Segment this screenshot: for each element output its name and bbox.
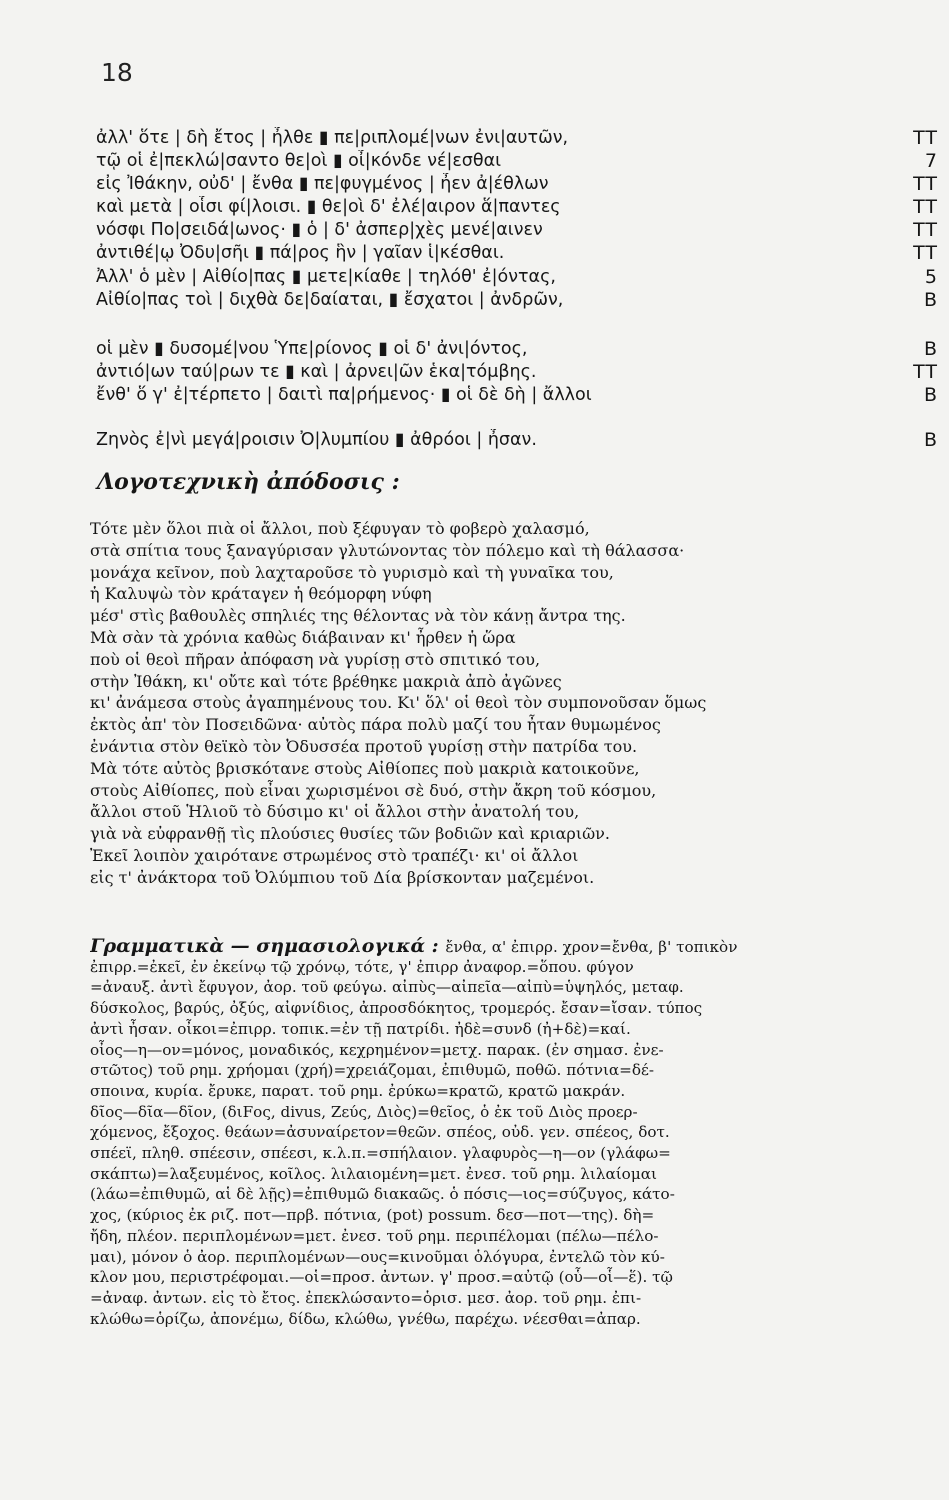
meter-marker: TT (913, 242, 938, 264)
verse-text: ἔνθ' ὅ γ' ἐ|τέρπετο | δαιτὶ πα|ρήμενος· ▮ οἱ δὲ δὴ | ἄλλοι (96, 385, 592, 405)
grammar-line: (λάω=ἐπιθυμῶ, αἱ δὲ λῇς)=ἐπιθυμῶ διακαῶς. ὁ πόσις—ιος=σύζυγος, κάτο- (90, 1185, 675, 1204)
prose-line: στὴν Ἰθάκη, κι' οὔτε καὶ τότε βρέθηκε μακριὰ ἀπὸ ἀγῶνες (90, 671, 562, 691)
grammar-line: ἤδη, πλέον. περιπλομένων=μετ. ἐνεσ. τοῦ ρημ. περιπέλομαι (πέλω—πέλο- (90, 1226, 659, 1245)
grammar-line: σποινα, κυρία. ἔρυκε, παρατ. τοῦ ρημ. ἐρύκω=κρατῶ, κρατῶ μακράν. (90, 1081, 626, 1100)
grammar-line: σπέεϊ, πληθ. σπέεσιν, σπέεσι, κ.λ.π.=σπήλαιον. γλαφυρὸς—η—ον (γλάφω= (90, 1144, 671, 1162)
prose-line: ἡ Καλυψὼ τὸν κράταγεν ἡ θεόμορφη νύφη (90, 584, 432, 604)
grammar-line: οἶος—η—ον=μόνος, μοναδικός, κεχρημένον=μετχ. παρακ. (ἐν σημασ. ἐνε- (90, 1040, 664, 1059)
verse-text: ἀντιθέ|ῳ Ὀδυ|σῆι ▮ πά|ρος ἣν | γαῖαν ἱ|κέσθαι. (96, 243, 505, 263)
meter-marker: TT (913, 361, 938, 383)
grammar-line: δῖος—δῖα—δῖον, (διFος, divus, Ζεύς, Διὸς)=θεῖος, ὁ ἐκ τοῦ Διὸς προερ- (90, 1102, 638, 1121)
verse-text: Ζηνὸς ἐ|νὶ μεγά|ροισιν Ὀ|λυμπίου ▮ ἀθρόοι | ἦσαν. (96, 430, 537, 450)
prose-line: Ἐκεῖ λοιπὸν χαιρότανε στρωμένος στὸ τραπέζι· κι' οἱ ἄλλοι (90, 846, 579, 865)
verse-text: οἱ μὲν ▮ δυσομέ|νου Ὑπε|ρίονος ▮ οἱ δ' ἀνι|όντος, (96, 339, 528, 359)
prose-line: εἰς τ' ἀνάκτορα τοῦ Ὀλύμπιου τοῦ Δία βρίσκονταν μαζεμένοι. (90, 867, 595, 887)
prose-line: κι' ἀνάμεσα στοὺς ἀγαπημένους του. Κι' ὅλ' οἱ θεοὶ τὸν συμπονοῦσαν ὅμως (90, 693, 707, 713)
verse-text: νόσφι Πο|σειδά|ωνος· ▮ ὁ | δ' ἀσπερ|χὲς μενέ|αινεν (96, 220, 543, 240)
grammar-line: =ἀναυξ. ἀντὶ ἔφυγον, ἀορ. τοῦ φεύγω. αἰπὺς—αἰπεῖα—αἰπὺ=ὑψηλός, μεταφ. (90, 978, 684, 997)
meter-marker: B (923, 384, 938, 406)
verse-line (96, 384, 946, 412)
translation-heading: Λογοτεχνικὴ ἀπόδοσις : (97, 469, 400, 495)
prose-line: Μὰ σὰν τὰ χρόνια καθὼς διάβαιναν κι' ἦρθεν ἡ ὥρα (90, 628, 516, 647)
prose-line: ποὺ οἱ θεοὶ πῆραν ἀπόφαση νὰ γυρίσῃ στὸ σπιτικό του, (90, 649, 541, 669)
meter-marker: B (923, 289, 938, 311)
meter-marker: B (923, 429, 938, 451)
verse-text: Ἀλλ' ὁ μὲν | Αἰθίο|πας ▮ μετε|κίαθε | τηλόθ' ἐ|όντας, (96, 267, 556, 287)
verse-text: τῷ οἱ ἐ|πεκλώ|σαντο θε|οὶ ▮ οἶ|κόνδε νέ|εσθαι (96, 151, 502, 171)
prose-line: Μὰ τότε αὐτὸς βρισκότανε στοὺς Αἰθίοπες ποὺ μακριὰ κατοικοῦνε, (90, 758, 640, 778)
prose-line: Τότε μὲν ὅλοι πιὰ οἱ ἄλλοι, ποὺ ξέφυγαν τὸ φοβερὸ χαλασμό, (90, 519, 590, 538)
prose-line: μονάχα κεῖνον, ποὺ λαχταροῦσε τὸ γυρισμὸ καὶ τὴ γυναῖκα του, (90, 562, 614, 582)
grammar-line: ἀντὶ ἦσαν. οἶκοι=ἐπιρρ. τοπικ.=ἐν τῇ πατρίδι. ἠδὲ=συνδ (ἠ+δὲ)=καί. (90, 1019, 631, 1038)
verse-text: ἀντιό|ων ταύ|ρων τε ▮ καὶ | ἀρνει|ῶν ἑκα|τόμβης. (96, 362, 537, 382)
grammar-line: κλώθω=ὁρίζω, ἀπονέμω, δίδω, κλώθω, γνέθω, παρέχω. νέεσθαι=ἀπαρ. (90, 1309, 641, 1328)
page-number: 18 (101, 58, 133, 87)
prose-line: στὰ σπίτια τους ξαναγύρισαν γλυτώνοντας τὸν πόλεμο καὶ τὴ θάλασσα· (90, 540, 685, 560)
verse-text: Αἰθίο|πας τοὶ | διχθὰ δε|δαίαται, ▮ ἔσχατοι | ἀνδρῶν, (96, 290, 564, 310)
grammar-line: κλον μου, περιστρέφομαι.—οἱ=προσ. ἀντων. γ' προσ.=αὐτῷ (οὗ—οἷ—ἕ). τῷ (90, 1268, 673, 1287)
grammar-line: χος, (κύριος ἐκ ριζ. ποτ—πρβ. πότνια, (pot) possum. δεσ—ποτ—της). δὴ= (90, 1206, 655, 1225)
meter-marker: TT (913, 173, 938, 195)
meter-marker: TT (913, 219, 938, 241)
verse-line (96, 429, 946, 457)
grammar-line: μαι), μόνον ὁ ἀορ. περιπλομένων—ους=κινοῦμαι ὁλόγυρα, ἐντελῶ τὸν κύ- (90, 1247, 665, 1266)
grammar-line: χόμενος, ἔξοχος. θεάων=ἀσυναίρετον=θεῶν. σπέος, οὐδ. γεν. σπέεος, δοτ. (90, 1123, 670, 1142)
prose-line: μέσ' στὶς βαθουλὲς σπηλιές της θέλοντας νὰ τὸν κάνῃ ἄντρα της. (90, 606, 626, 626)
prose-line: στοὺς Αἰθίοπες, ποὺ εἶναι χωρισμένοι σὲ δυό, στὴν ἄκρη τοῦ κόσμου, (90, 780, 657, 800)
prose-line: ἐνάντια στὸν θεϊκὸ τὸν Ὀδυσσέα προτοῦ γυρίσῃ στὴν πατρίδα του. (90, 737, 638, 756)
grammar-line: Γραμματικὰ — σημασιολογικά : ἔνθα, α' ἐπιρρ. χρον=ἔνθα, β' τοπικὸν (90, 936, 738, 957)
verse-text: εἰς Ἰθάκην, οὐδ' | ἔνθα ▮ πε|φυγμένος | ἦεν ἀ|έθλων (96, 174, 549, 194)
verse-text: καὶ μετὰ | οἷσι φί|λοισι. ▮ θε|οὶ δ' ἐλέ|αιρον ἅ|παντες (96, 197, 561, 217)
grammar-line: δύσκολος, βαρύς, ὀξύς, αἰφνίδιος, ἀπροσδόκητος, τρομερός. ἔσαν=ἴσαν. τύπος (90, 999, 703, 1018)
grammar-line: στῶτος) τοῦ ρημ. χρήομαι (χρή)=χρειάζομαι, ἐπιθυμῶ, ποθῶ. πότνια=δέ- (90, 1061, 655, 1080)
meter-marker: 5 (924, 266, 938, 288)
verse-text: ἀλλ' ὅτε | δὴ ἔτος | ἦλθε ▮ πε|ριπλομέ|νων ἐνι|αυτῶν, (96, 128, 569, 148)
prose-line: ἄλλοι στοῦ Ἡλιοῦ τὸ δύσιμο κι' οἱ ἄλλοι στὴν ἀνατολή του, (90, 802, 580, 822)
prose-line: ἐκτὸς ἀπ' τὸν Ποσειδῶνα· αὐτὸς πάρα πολὺ μαζί του ἦταν θυμωμένος (90, 715, 661, 735)
meter-marker: B (923, 338, 938, 360)
grammar-line: ἐπιρρ.=ἐκεῖ, ἐν ἐκείνῳ τῷ χρόνῳ, τότε, γ' ἐπιρρ ἀναφορ.=ὅπου. φύγον (90, 957, 634, 976)
grammar-title: Γραμματικὰ — σημασιολογικά : (90, 936, 446, 957)
verse-line (96, 289, 946, 317)
prose-line: γιὰ νὰ εὐφρανθῇ τὶς πλούσιες θυσίες τῶν βοδιῶν καὶ κριαριῶν. (90, 824, 610, 844)
meter-marker: TT (913, 196, 938, 218)
grammar-line: =ἀναφ. ἀντων. εἰς τὸ ἔτος. ἐπεκλώσαντο=ὁρισ. μεσ. ἀορ. τοῦ ρημ. ἐπι- (90, 1288, 642, 1307)
meter-marker: TT (913, 127, 938, 149)
meter-marker: 7 (924, 150, 938, 172)
grammar-line: σκάπτω)=λαξευμένος, κοῖλος. λιλαιομένη=μετ. ἐνεσ. τοῦ ρημ. λιλαίομαι (90, 1164, 657, 1183)
